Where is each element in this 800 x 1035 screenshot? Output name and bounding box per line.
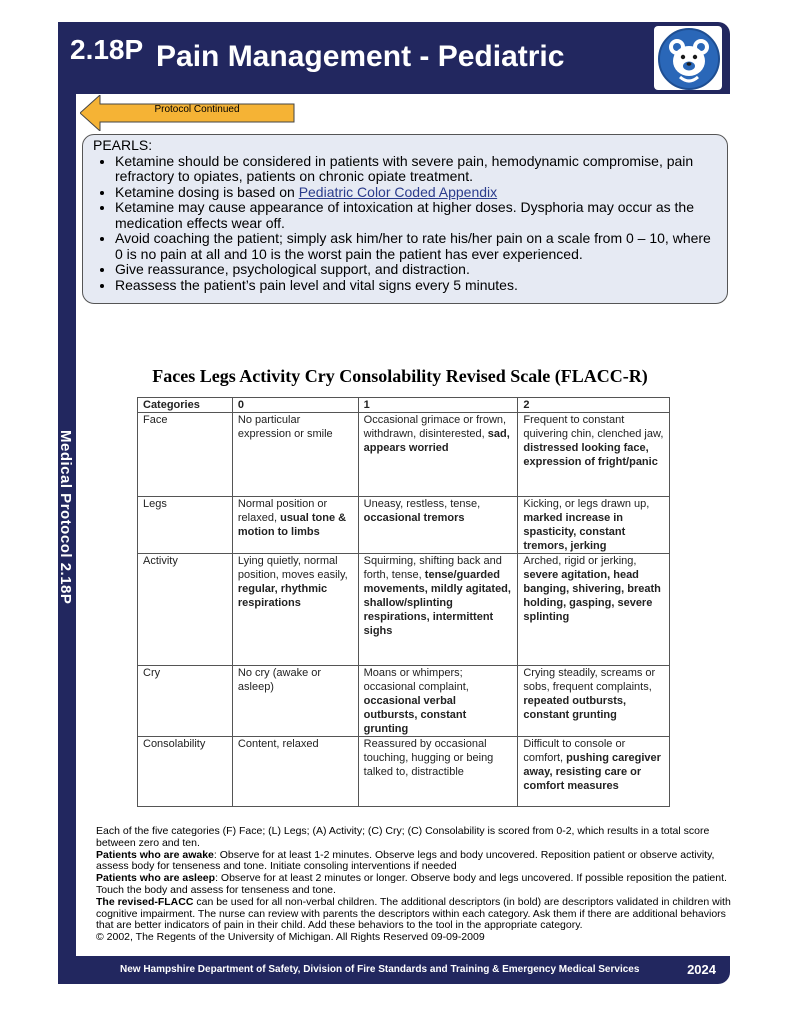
copyright-note: © 2002, The Regents of the University of Michigan. All Rights Reserved 09-09-2009 <box>96 931 485 944</box>
score-cell: Lying quietly, normal position, moves easily, regular, rhythmic respirations <box>232 554 358 666</box>
footer-year: 2024 <box>687 962 716 977</box>
column-header: 0 <box>232 398 358 413</box>
pearl-item: • Reassess the patient’s pain level and vital signs every 5 minutes. <box>115 278 717 294</box>
protocol-number: 2.18P <box>70 34 144 65</box>
score-cell: Reassured by occasional touching, hugging or being talked to, distractible <box>358 737 518 807</box>
side-label-text: Medical Protocol 2.18P <box>57 430 74 605</box>
footer-bar <box>58 956 730 984</box>
pearl-item: • Give reassurance, psychological support, and distraction. <box>115 262 717 278</box>
teddy-bear-icon <box>660 30 718 88</box>
column-header: 1 <box>358 398 518 413</box>
flacc-table-title: Faces Legs Activity Cry Consolability Revised Scale (FLACC-R) <box>152 366 648 386</box>
category-cell: Cry <box>138 666 233 737</box>
score-cell: Kicking, or legs drawn up, marked increase in spasticity, constant tremors, jerking <box>518 497 670 554</box>
table-row <box>138 737 670 807</box>
footer-organization: New Hampshire Department of Safety, Division of Fire Standards and Training & Emergency Medical Services <box>120 964 640 975</box>
side-label <box>57 430 74 630</box>
score-cell: Difficult to console or comfort, pushing caregiver away, resisting care or comfort measures <box>518 737 670 807</box>
pearls-box <box>82 134 728 304</box>
category-cell: Legs <box>138 497 233 554</box>
pearl-item: • Ketamine may cause appearance of intoxication at higher doses. Dysphoria may occur as the medication effects wear off. <box>115 200 717 231</box>
score-cell: Occasional grimace or frown, withdrawn, disinterested, sad, appears worried <box>358 413 518 497</box>
flacc-table <box>137 397 670 807</box>
protocol-continued-label: Protocol Continued <box>154 104 240 115</box>
scoring-note: Each of the five categories (F) Face; (L) Legs; (A) Activity; (C) Cry; (C) Consolability is scored from 0-2, which results in a total score between zero and ten. <box>96 825 710 849</box>
score-cell: Squirming, shifting back and forth, tense, tense/guarded movements, mildly agitated, shallow/splinting respirations, intermittent sighs <box>358 554 518 666</box>
score-cell: Frequent to constant quivering chin, clenched jaw, distressed looking face, expression of fright/panic <box>518 413 670 497</box>
score-cell: Crying steadily, screams or sobs, frequent complaints, repeated outbursts, constant grunting <box>518 666 670 737</box>
table-row <box>138 554 670 666</box>
table-row <box>138 413 670 497</box>
score-cell: No cry (awake or asleep) <box>232 666 358 737</box>
pearl-item: • Avoid coaching the patient; simply ask him/her to rate his/her pain on a scale from 0 – 10, where 0 is no pain at all and 10 is the worst pain the patient has ever experienced. <box>115 231 717 262</box>
category-cell: Activity <box>138 554 233 666</box>
revised-flacc-note: The revised-FLACC can be used for all non-verbal children. The additional descriptors (in bold) are descriptors validated in children with cognitive impairment. The nurse can review with parents the descriptors within each category. Ask them if there are additional behaviors that are better indicators of pain in their child. Add these behaviors to the tool in the appropriate category. <box>96 895 731 932</box>
page-title: Pain Management - Pediatric <box>156 40 565 73</box>
column-header: 2 <box>518 398 670 413</box>
score-cell: No particular expression or smile <box>232 413 358 497</box>
table-header-row <box>138 398 670 413</box>
score-cell: Moans or whimpers; occasional complaint, occasional verbal outbursts, constant grunting <box>358 666 518 737</box>
pearl-item-text: Ketamine dosing is based on <box>115 183 299 200</box>
scoring-notes <box>96 826 732 944</box>
pearl-item: • Ketamine should be considered in patients with severe pain, hemodynamic compromise, pain refractory to opiates, patients on chronic opiate treatment. <box>115 154 717 185</box>
asleep-note: Patients who are asleep: Observe for at least 2 minutes or longer. Observe body and legs uncovered. If possible reposition the patient. Touch the body and assess for tenseness and tone. <box>96 872 727 896</box>
table-row <box>138 497 670 554</box>
score-cell: Content, relaxed <box>232 737 358 807</box>
logo <box>654 26 722 90</box>
header-bar <box>58 22 730 94</box>
awake-note: Patients who are awake: Observe for at least 1-2 minutes. Observe legs and body uncovered. Reposition patient or observe activity, assess body for tenseness and tone. Initiate consoling interventions if needed <box>96 848 715 873</box>
column-header: Categories <box>138 398 233 413</box>
category-cell: Consolability <box>138 737 233 807</box>
pearls-heading: PEARLS: <box>93 137 153 153</box>
pediatric-color-coded-appendix-link[interactable]: Pediatric Color Coded Appendix <box>298 183 498 200</box>
pearls-list <box>93 154 717 294</box>
score-cell: Arched, rigid or jerking, severe agitation, head banging, shivering, breath holding, gasping, severe splinting <box>518 554 670 666</box>
table-row <box>138 666 670 737</box>
score-cell: Normal position or relaxed, usual tone & motion to limbs <box>232 497 358 554</box>
score-cell: Uneasy, restless, tense, occasional tremors <box>358 497 518 554</box>
pearl-item <box>115 185 717 201</box>
category-cell: Face <box>138 413 233 497</box>
logo-circle <box>658 28 720 90</box>
